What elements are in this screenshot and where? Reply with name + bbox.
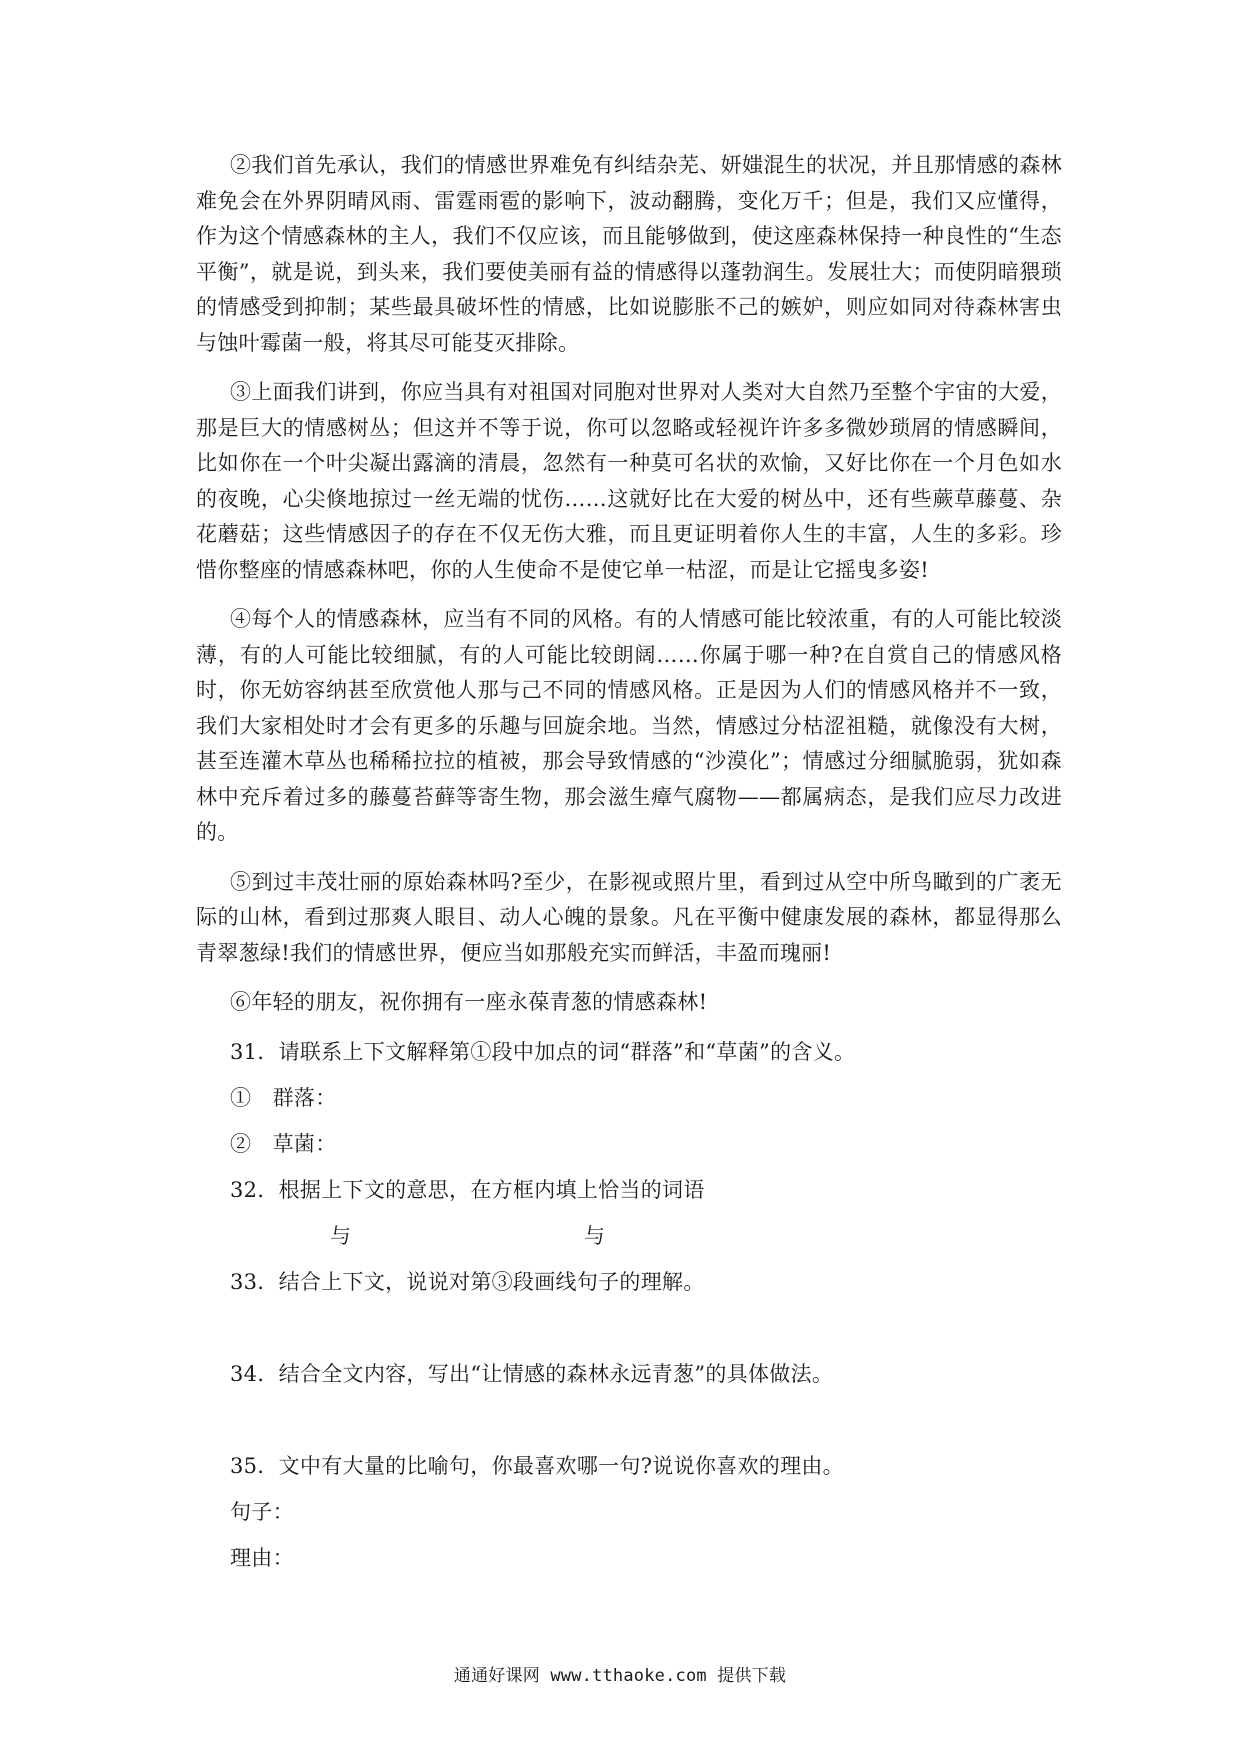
question-35: 35．文中有大量的比喻句，你最喜欢哪一句?说说你喜欢的理由。 xyxy=(230,1453,844,1478)
question-35-reason-label: 理由： xyxy=(230,1545,294,1570)
paragraph-2: ②我们首先承认，我们的情感世界难免有纠结杂芜、妍媸混生的状况，并且那情感的森林难免会在外界阴晴风雨、雷霆雨雹的影响下，波动翻腾，变化万千；但是，我们又应懂得，作为这个情感森林的主人，我们不仅应该，而且能够做到，使这座森林保持一种良性的“生态平衡”，就是说，到头来，我们要使美丽有益的情感得以蓬勃润生。发展壮大；而使阴暗猥琐的情感受到抑制；某些最具破坏性的情感，比如说膨胀不己的嫉妒，则应如同对待森林害虫与蚀叶霉菌一般，将其尽可能芟灭排除。 xyxy=(196,153,1062,355)
question-31-item-1: ① 群落： xyxy=(230,1085,337,1110)
paragraph-4: ④每个人的情感森林，应当有不同的风格。有的人情感可能比较浓重，有的人可能比较淡薄，有的人可能比较细腻，有的人可能比较朗阔……你属于哪一种?在自赏自己的情感风格时，你无妨容纳甚至欣赏他人那与己不同的情感风格。正是因为人们的情感风格并不一致，我们大家相处时才会有更多的乐趣与回旋余地。当然，情感过分枯涩祖糙，就像没有大树，甚至连灌木草丛也稀稀拉拉的植被，那会导致情感的“沙漠化”；情感过分细腻脆弱，犹如森林中充斥着过多的藤蔓苔藓等寄生物，那会滋生瘴气腐物——都属病态，是我们应尽力改进的。 xyxy=(196,607,1062,844)
question-32-word-2: 与 xyxy=(584,1223,605,1248)
document-body xyxy=(196,148,1062,1576)
question-32: 32．根据上下文的意思，在方框内填上恰当的词语 xyxy=(230,1177,705,1202)
paragraph-3: ③上面我们讲到，你应当具有对祖国对同胞对世界对人类对大自然乃至整个宇宙的大爱，那是巨大的情感树丛；但这并不等于说，你可以忽略或轻视许许多多微妙琐屑的情感瞬间，比如你在一个叶尖凝出露滴的清晨，忽然有一种莫可名状的欢愉，又好比你在一个月色如水的夜晚，心尖倏地掠过一丝无端的忧伤……这就好比在大爱的树丛中，还有些蕨草藤蔓、杂花蘑菇；这些情感因子的存在不仅无伤大雅，而且更证明着你人生的丰富，人生的多彩。珍惜你整座的情感森林吧，你的人生使命不是使它单一枯涩，而是让它摇曳多姿! xyxy=(196,380,1062,582)
paragraph-6: ⑥年轻的朋友，祝你拥有一座永葆青葱的情感森林! xyxy=(230,990,708,1014)
question-32-fill-row xyxy=(196,1219,1062,1254)
question-35-sentence-label: 句子： xyxy=(230,1499,294,1524)
question-31-item-2: ② 草菌： xyxy=(230,1131,337,1156)
page-footer: 通通好课网 www.tthaoke.com 提供下载 xyxy=(453,1666,787,1686)
question-34: 34．结合全文内容，写出“让情感的森林永远青葱”的具体做法。 xyxy=(230,1361,834,1386)
question-32-word-1: 与 xyxy=(330,1223,351,1248)
paragraph-5: ⑤到过丰茂壮丽的原始森林吗?至少，在影视或照片里，看到过从空中所鸟瞰到的广袤无际的山林，看到过那爽人眼目、动人心魄的景象。凡在平衡中健康发展的森林，都显得那么青翠葱绿!我们的情感世界，便应当如那般充实而鲜活，丰盈而瑰丽! xyxy=(196,869,1062,965)
question-31: 31．请联系上下文解释第①段中加点的词“群落”和“草菌”的含义。 xyxy=(230,1039,856,1064)
question-33: 33．结合上下文，说说对第③段画线句子的理解。 xyxy=(230,1269,705,1294)
